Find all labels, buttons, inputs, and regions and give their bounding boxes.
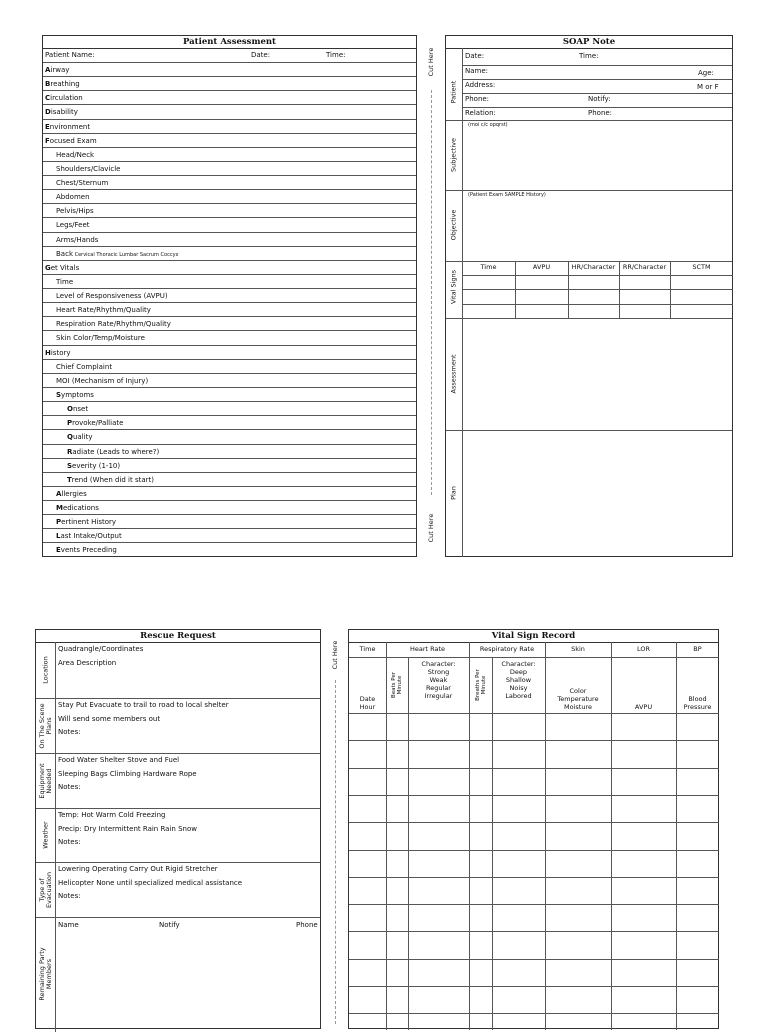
- soap-vital-header: RR/Character: [622, 263, 667, 271]
- patient-assessment-form: [42, 35, 417, 557]
- assessment-row[interactable]: Pelvis/Hips: [43, 204, 416, 218]
- rescue-request-title: Rescue Request: [36, 630, 320, 643]
- rescue-section-label: Remaining Party Members: [38, 946, 53, 1001]
- assessment-label: Assessment: [449, 354, 458, 394]
- assessment-row[interactable]: Shoulders/Clavicle: [43, 162, 416, 176]
- rescue-option-line[interactable]: Will send some members out: [58, 714, 161, 723]
- soap-time[interactable]: Time:: [579, 52, 599, 60]
- assessment-row[interactable]: Chest/Sternum: [43, 176, 416, 190]
- rescue-option-line[interactable]: Area Description: [58, 658, 117, 667]
- soap-relation[interactable]: Relation:: [465, 109, 496, 117]
- date-label: Date:: [251, 51, 271, 59]
- patient-assessment-title: Patient Assessment: [43, 36, 416, 49]
- assessment-row[interactable]: Pertinent History: [43, 515, 416, 529]
- vital-record-subheader: Blood Pressure: [683, 695, 712, 711]
- vital-record-header: Heart Rate: [409, 645, 446, 653]
- soap-sex[interactable]: M or F: [697, 83, 719, 91]
- assessment-row[interactable]: Radiate (Leads to where?): [43, 445, 416, 459]
- vital-record-header: BP: [693, 645, 702, 653]
- rescue-option-line[interactable]: Food Water Shelter Stove and Fuel: [58, 756, 180, 764]
- vital-sign-record-title: Vital Sign Record: [349, 630, 718, 643]
- vital-sign-record-form: [348, 629, 719, 1029]
- rescue-option-line[interactable]: Notes:: [58, 783, 81, 791]
- rescue-option-line[interactable]: Notes:: [58, 892, 81, 900]
- vital-record-subheader: Character: Strong Weak Regular Irregular: [421, 660, 456, 700]
- soap-note-form: [445, 35, 733, 557]
- assessment-row[interactable]: Severity (1-10): [43, 459, 416, 473]
- vital-signs-label: Vital Signs: [449, 269, 458, 305]
- soap-date[interactable]: Date:: [465, 52, 485, 60]
- assessment-row[interactable]: MOI (Mechanism of Injury): [43, 374, 416, 388]
- soap-label-divider: [462, 48, 463, 557]
- assessment-row[interactable]: Events Preceding: [56, 546, 117, 555]
- assessment-row[interactable]: Allergies: [43, 487, 416, 501]
- rescue-option-line[interactable]: Quadrangle/Coordinates: [58, 645, 144, 653]
- assessment-row[interactable]: Arms/Hands: [43, 233, 416, 247]
- vital-record-subheader: Date Hour: [359, 695, 376, 711]
- rescue-section-label: Equipment Needed: [38, 762, 53, 799]
- soap-phone[interactable]: Phone:: [465, 95, 490, 103]
- rescue-option-line[interactable]: Lowering Operating Carry Out Rigid Stretcher: [58, 865, 218, 873]
- assessment-row[interactable]: Circulation: [43, 91, 416, 105]
- time-label: Time:: [326, 51, 346, 59]
- objective-label: Objective: [449, 209, 458, 241]
- plan-label: Plan: [449, 486, 458, 500]
- assessment-row[interactable]: Time: [43, 275, 416, 289]
- soap-name[interactable]: Name:: [465, 67, 489, 75]
- assessment-row[interactable]: Quality: [43, 430, 416, 444]
- assessment-row[interactable]: Environment: [43, 120, 416, 134]
- assessment-row[interactable]: Heart Rate/Rhythm/Quality: [43, 303, 416, 317]
- assessment-row[interactable]: Last Intake/Output: [43, 529, 416, 543]
- soap-note-title: SOAP Note: [446, 36, 732, 49]
- assessment-row[interactable]: Chief Complaint: [43, 360, 416, 374]
- rescue-request-form: [35, 629, 321, 1029]
- members-name-label: Name: [58, 921, 79, 929]
- assessment-row[interactable]: Trend (When did it start): [43, 473, 416, 487]
- soap-address[interactable]: Address:: [465, 81, 496, 89]
- vital-record-header: Respiratory Rate: [479, 645, 535, 653]
- soap-patient-label: Patient: [449, 80, 458, 104]
- assessment-row[interactable]: Airway: [43, 63, 416, 77]
- rescue-option-line[interactable]: Stay Put Evacuate to trail to road to local shelter: [58, 701, 229, 709]
- cut-here-bottom: Cut Here: [331, 640, 339, 670]
- soap-vital-header: SCTM: [692, 263, 711, 271]
- assessment-row[interactable]: Breathing: [43, 77, 416, 91]
- soap-vital-header: Time: [480, 263, 497, 271]
- assessment-row[interactable]: Get Vitals: [43, 261, 416, 275]
- soap-vital-header: HR/Character: [571, 263, 616, 271]
- rescue-section-label: Weather: [41, 821, 50, 849]
- rescue-option-line[interactable]: Precip: Dry Intermittent Rain Rain Snow: [58, 824, 197, 833]
- members-notify-label: Notify: [159, 921, 180, 929]
- cut-line-top: [431, 90, 432, 495]
- soap-notify[interactable]: Notify:: [588, 95, 611, 103]
- assessment-row[interactable]: Skin Color/Temp/Moisture: [43, 331, 416, 345]
- objective-hint: (Patient Exam SAMPLE History): [468, 192, 546, 198]
- assessment-row[interactable]: Symptoms: [43, 388, 416, 402]
- assessment-row[interactable]: Respiration Rate/Rhythm/Quality: [43, 317, 416, 331]
- patient-name-label: Patient Name:: [45, 51, 95, 59]
- assessment-row[interactable]: Legs/Feet: [43, 218, 416, 232]
- assessment-row[interactable]: History: [43, 346, 416, 360]
- rescue-option-line[interactable]: Helicopter None until specialized medical assistance: [58, 878, 243, 887]
- assessment-row[interactable]: Abdomen: [43, 190, 416, 204]
- rescue-option-line[interactable]: Notes:: [58, 838, 81, 846]
- vital-record-subheader: Color Temperature Moisture: [557, 687, 599, 711]
- soap-vital-header: AVPU: [532, 263, 551, 271]
- vital-record-subheader: Breaths Per Minute: [474, 669, 487, 701]
- rescue-option-line[interactable]: Temp: Hot Warm Cold Freezing: [58, 811, 166, 819]
- assessment-row[interactable]: Provoke/Palliate: [43, 416, 416, 430]
- rescue-section-label: On The Scene Plans: [38, 702, 53, 749]
- subjective-hint: (moi c/c opqrst): [468, 122, 508, 128]
- soap-age[interactable]: Age:: [698, 69, 714, 77]
- subjective-label: Subjective: [449, 138, 458, 172]
- vital-record-subheader: Character: Deep Shallow Noisy Labored: [501, 660, 536, 700]
- assessment-row[interactable]: Head/Neck: [43, 148, 416, 162]
- rescue-section-label: Type of Evacuation: [38, 871, 53, 908]
- rescue-section-label: Location: [41, 656, 50, 684]
- vital-record-header: LOR: [636, 645, 651, 653]
- assessment-row[interactable]: Back Cervical Thoracic Lumbar Sacrum Coccyx: [43, 247, 416, 261]
- vital-record-header: Time: [359, 645, 376, 653]
- assessment-row[interactable]: Onset: [43, 402, 416, 416]
- patient-name-row[interactable]: [43, 49, 416, 63]
- rescue-option-line[interactable]: Sleeping Bags Climbing Hardware Rope: [58, 769, 197, 778]
- members-phone-label: Phone: [296, 921, 318, 929]
- cut-line-bottom: [335, 680, 336, 1024]
- cut-here-top-2: Cut Here: [427, 513, 435, 543]
- rescue-option-line[interactable]: Notes:: [58, 728, 81, 736]
- vital-record-subheader: AVPU: [634, 703, 653, 711]
- assessment-row[interactable]: Level of Responsiveness (AVPU): [43, 289, 416, 303]
- assessment-row[interactable]: Focused Exam: [43, 134, 416, 148]
- vital-record-header: Skin: [571, 645, 585, 653]
- rescue-label-divider: [55, 642, 56, 1032]
- cut-here-top-1: Cut Here: [427, 47, 435, 77]
- assessment-row[interactable]: Medications: [43, 501, 416, 515]
- assessment-row[interactable]: Disability: [43, 105, 416, 119]
- vital-record-subheader: Beats Per Minute: [391, 671, 403, 699]
- soap-relation-phone[interactable]: Phone:: [588, 109, 613, 117]
